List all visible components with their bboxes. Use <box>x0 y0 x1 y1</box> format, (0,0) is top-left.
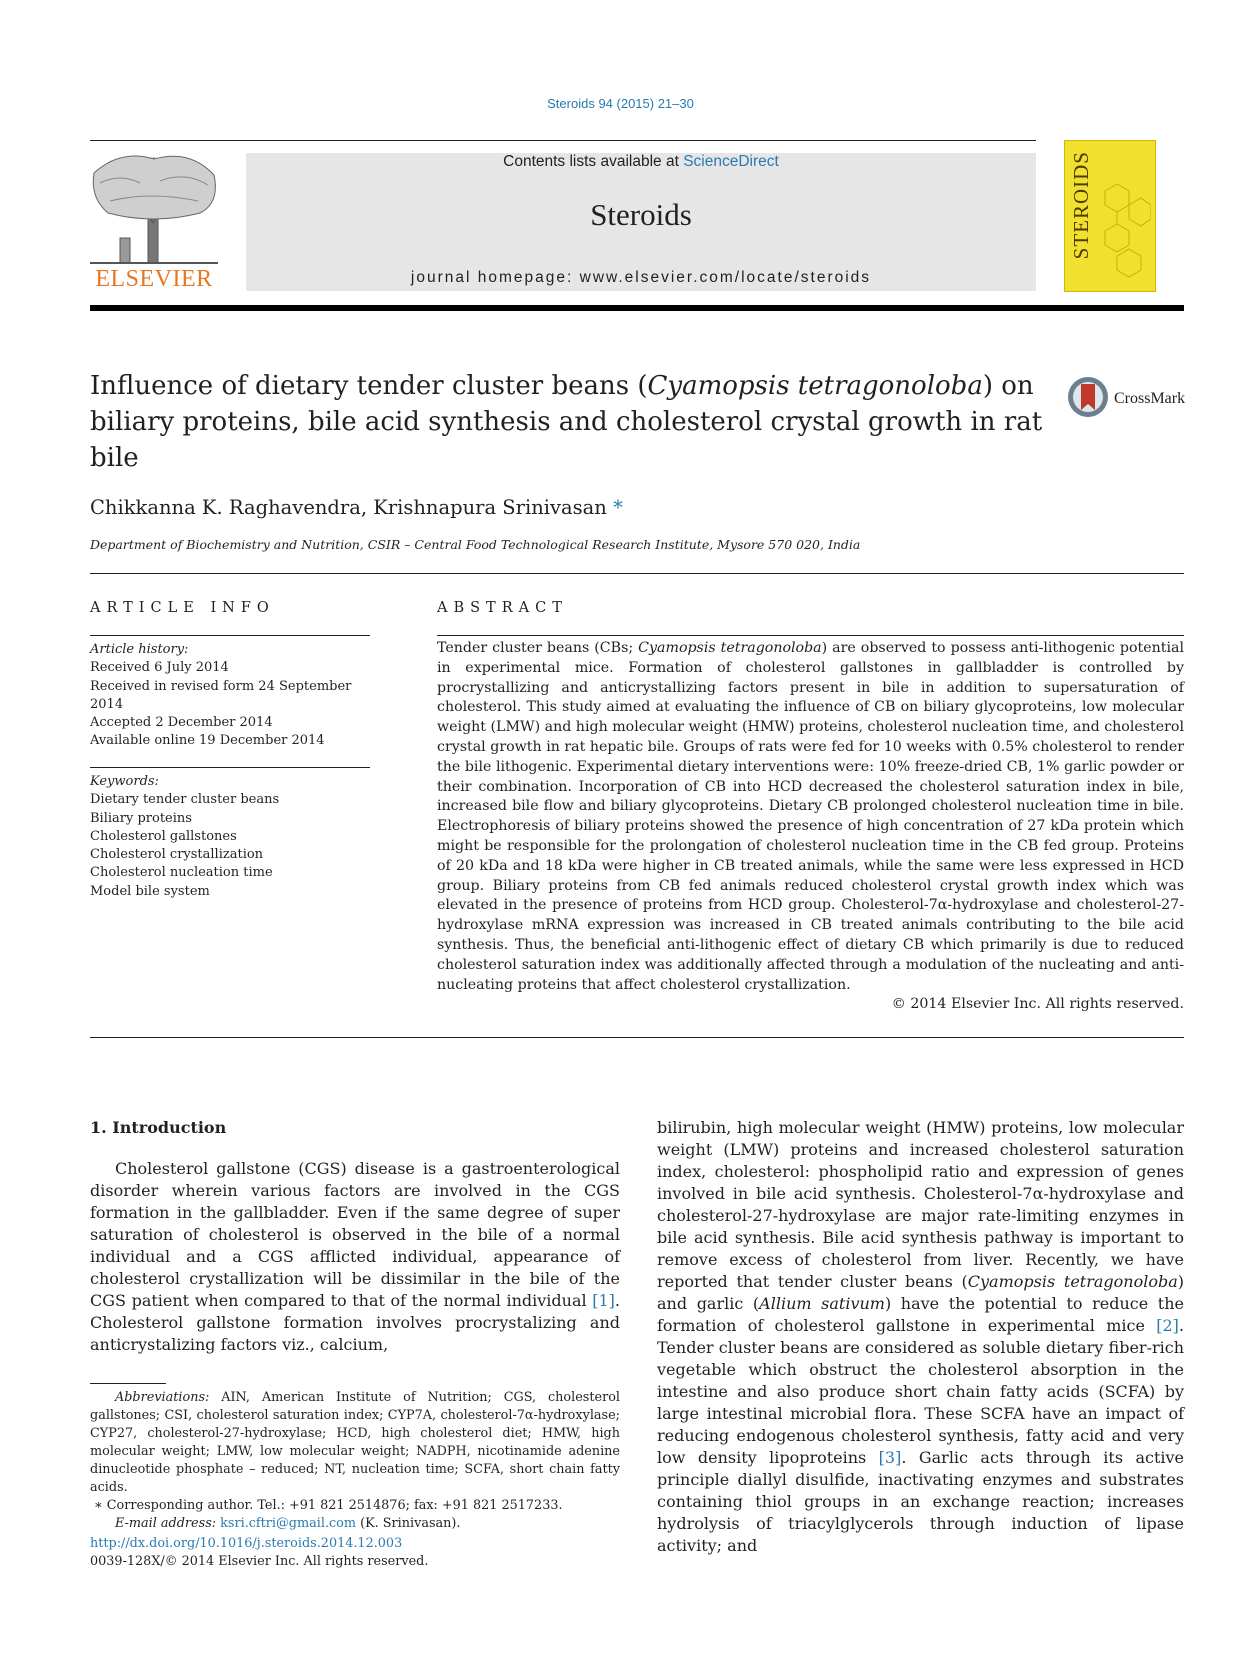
abstract-body <box>437 639 1184 1015</box>
footnotes <box>90 1389 620 1533</box>
abstract-text-a: Tender cluster beans (CBs; <box>437 640 639 656</box>
intro-text: ) have the potential to reduce the formation of cholesterol gallstone in experimental mice <box>657 1294 1184 1335</box>
journal-cover <box>1064 140 1156 292</box>
journal-title: Steroids <box>590 197 692 232</box>
corresponding-author-mark[interactable]: * <box>613 496 623 519</box>
abstract-text <box>437 639 1184 995</box>
divider <box>90 635 370 636</box>
intro-column-right <box>657 1117 1184 1557</box>
article-info-heading: ARTICLE INFO <box>90 600 275 616</box>
affiliation: Department of Biochemistry and Nutrition, CSIR – Central Food Technological Research Institute, Mysore 570 020, India <box>90 537 861 552</box>
species-name: Cyamopsis tetragonoloba <box>967 1272 1178 1291</box>
history-label: Article history: <box>90 642 189 657</box>
title-part1: Influence of dietary tender cluster beans ( <box>90 371 648 401</box>
divider <box>90 1037 1184 1038</box>
keyword: Cholesterol gallstones <box>90 828 237 844</box>
keywords <box>90 773 375 901</box>
keyword: Cholesterol crystallization <box>90 847 264 863</box>
species-name: Allium sativum <box>759 1294 885 1313</box>
email-link[interactable]: ksri.cftri@gmail.com <box>220 1516 357 1531</box>
journal-homepage[interactable]: journal homepage: www.elsevier.com/locate/steroids <box>410 269 872 286</box>
header-rule <box>90 140 1036 141</box>
email-label: E-mail address: <box>115 1516 217 1531</box>
intro-text: bilirubin, high molecular weight (HMW) proteins, low molecular weight (LMW) proteins and increased cholesterol saturation index, cholesterol: phospholipid ratio and expression of genes involved in bile acid synthesis. Cholesterol-7α-hydroxylase and cholesterol-27-hydroxylase are major rate-limiting enzymes in bile acid synthesis. Bile acid synthesis pathway is important to remove excess of cholesterol from liver. Recently, we have reported that tender cluster beans ( <box>657 1118 1184 1291</box>
article-title <box>90 368 1050 476</box>
keyword: Cholesterol nucleation time <box>90 865 273 881</box>
journal-citation[interactable]: Steroids 94 (2015) 21–30 <box>547 96 694 111</box>
author-list <box>90 496 623 519</box>
intro-text: . Cholesterol gallstone formation involves procrystalizing and anticrystalizing factors viz., calcium, <box>90 1291 620 1354</box>
intro-paragraph <box>657 1117 1184 1557</box>
doi-block <box>90 1535 428 1571</box>
reference-link-1[interactable]: [1] <box>592 1291 615 1310</box>
contents-prefix: Contents lists available at <box>503 153 684 170</box>
keyword: Biliary proteins <box>90 810 192 826</box>
email-footnote <box>90 1515 620 1533</box>
footnote-rule <box>90 1383 166 1384</box>
sciencedirect-link[interactable]: ScienceDirect <box>683 153 779 170</box>
crossmark-label[interactable]: CrossMark <box>1114 390 1186 407</box>
molecule-graphic <box>1095 171 1151 281</box>
issn-line: 0039-128X/© 2014 Elsevier Inc. All rights reserved. <box>90 1554 429 1569</box>
intro-text: . Tender cluster beans are considered as soluble dietary fiber-rich vegetable which obstruct the cholesterol absorption in the intestine and also produce short chain fatty acids (SCFA) by large intestinal microbial flora. These SCFA have an impact of reducing endogenous cholesterol synthesis, fatty acid and very low density lipoproteins <box>657 1316 1184 1467</box>
keyword: Dietary tender cluster beans <box>90 792 280 808</box>
abbreviations-text: AIN, American Institute of Nutrition; CGS, cholesterol gallstones; CSI, cholesterol saturation index; CYP7A, cholesterol-7α-hydroxylase; CYP27, cholesterol-27-hydroxylase; HCD, high cholesterol diet; HMW, high molecular weight; LMW, low molecular weight; NADPH, nicotinamide adenine dinucleotide phosphate – reduced; NT, nucleation time; SCFA, short chain fatty acids. <box>90 1390 620 1495</box>
reference-link-3[interactable]: [3] <box>878 1448 902 1467</box>
doi-link[interactable]: http://dx.doi.org/10.1016/j.steroids.2014.12.003 <box>90 1536 403 1551</box>
authors: Chikkanna K. Raghavendra, Krishnapura Srinivasan <box>90 496 607 519</box>
crossmark-icon[interactable] <box>1067 376 1109 418</box>
divider <box>90 767 370 768</box>
intro-column-left <box>90 1158 620 1356</box>
divider <box>90 573 1184 574</box>
email-suffix: (K. Srinivasan). <box>356 1516 461 1531</box>
title-part2: ) on biliary proteins, bile acid synthesis and cholesterol crystal growth in rat bile <box>90 371 1043 473</box>
reference-link-2[interactable]: [2] <box>1156 1316 1179 1335</box>
intro-text: Cholesterol gallstone (CGS) disease is a gastroenterological disorder wherein various factors are involved in the CGS formation in the gallbladder. Even if the same degree of super saturation of cholesterol is observed in the bile of a normal individual and a CGS afflicted individual, appearance of cholesterol crystallization will be dissimilar in the bile of the CGS patient when compared to that of the normal individual <box>90 1159 620 1310</box>
journal-banner <box>246 153 1036 291</box>
accepted-date: Accepted 2 December 2014 <box>90 715 273 731</box>
corresponding-footnote: ∗ Corresponding author. Tel.: +91 821 2514876; fax: +91 821 2517233. <box>94 1498 563 1513</box>
intro-text: . Garlic acts through its active principle diallyl disulfide, inactivating enzymes and substrates containing thiol groups in an exchange reaction; increases hydrolysis of triacylglycerols through induction of lipase activity; and <box>657 1448 1184 1555</box>
elsevier-wordmark: ELSEVIER <box>95 266 213 292</box>
revised-date: Received in revised form 24 September 2014 <box>90 678 352 712</box>
cover-title: STEROIDS <box>1069 151 1093 260</box>
intro-text: ) and garlic ( <box>657 1272 1184 1313</box>
divider <box>437 635 1184 636</box>
abstract-copyright: © 2014 Elsevier Inc. All rights reserved. <box>891 996 1184 1013</box>
keyword: Model bile system <box>90 883 210 899</box>
keywords-label: Keywords: <box>90 774 159 789</box>
section-heading-introduction: 1. Introduction <box>90 1118 227 1137</box>
article-history <box>90 641 375 751</box>
online-date: Available online 19 December 2014 <box>90 733 325 749</box>
contents-line <box>246 153 1036 171</box>
intro-paragraph <box>90 1158 620 1356</box>
abbreviations-footnote <box>90 1389 620 1497</box>
abstract-species: Cyamopsis tetragonoloba <box>638 640 822 656</box>
abstract-heading: ABSTRACT <box>437 600 568 616</box>
header-thick-rule <box>90 305 1184 311</box>
received-date: Received 6 July 2014 <box>90 660 229 676</box>
abstract-text-b: ) are observed to possess anti-lithogenic potential in experimental mice. Formation of cholesterol gallstones in gallbladder is controlled by procrystallizing and anticrystallizing factors present in bile in addition to supersaturation of cholesterol. This study aimed at evaluating the influence of CB on biliary glycoproteins, low molecular weight (LMW) and high molecular weight (HMW) proteins, cholesterol nucleation time, and cholesterol crystal growth in rat hepatic bile. Groups of rats were fed for 10 weeks with 0.5% cholesterol to render the bile lithogenic. Experimental dietary interventions were: 10% freeze-dried CB, 1% garlic powder or their combination. Incorporation of CB into HCD decreased the cholesterol saturation index in bile, increased bile flow and biliary glycoproteins. Dietary CB prolonged cholesterol nucleation time in bile. Electrophoresis of biliary proteins showed the presence of high concentration of 27 kDa protein which might be responsible for the prolongation of cholesterol nucleation time in the CB fed group. Proteins of 20 kDa and 18 kDa were higher in CB treated animals, while the same were less expressed in HCD group. Biliary proteins from CB fed animals reduced cholesterol crystal growth index which was elevated in the presence of proteins from HCD group. Cholesterol-7α-hydroxylase and cholesterol-27-hydroxylase mRNA expression was increased in CB treated animals contributing to the bile acid synthesis. Thus, the beneficial anti-lithogenic effect of dietary CB which primarily is due to reduced cholesterol saturation index was additionally affected through a modulation of the nucleating and anti-nucleating proteins that affect cholesterol crystallization. <box>437 640 1184 993</box>
abbreviations-label: Abbreviations: <box>115 1390 210 1405</box>
title-species: Cyamopsis tetragonoloba <box>647 371 983 401</box>
